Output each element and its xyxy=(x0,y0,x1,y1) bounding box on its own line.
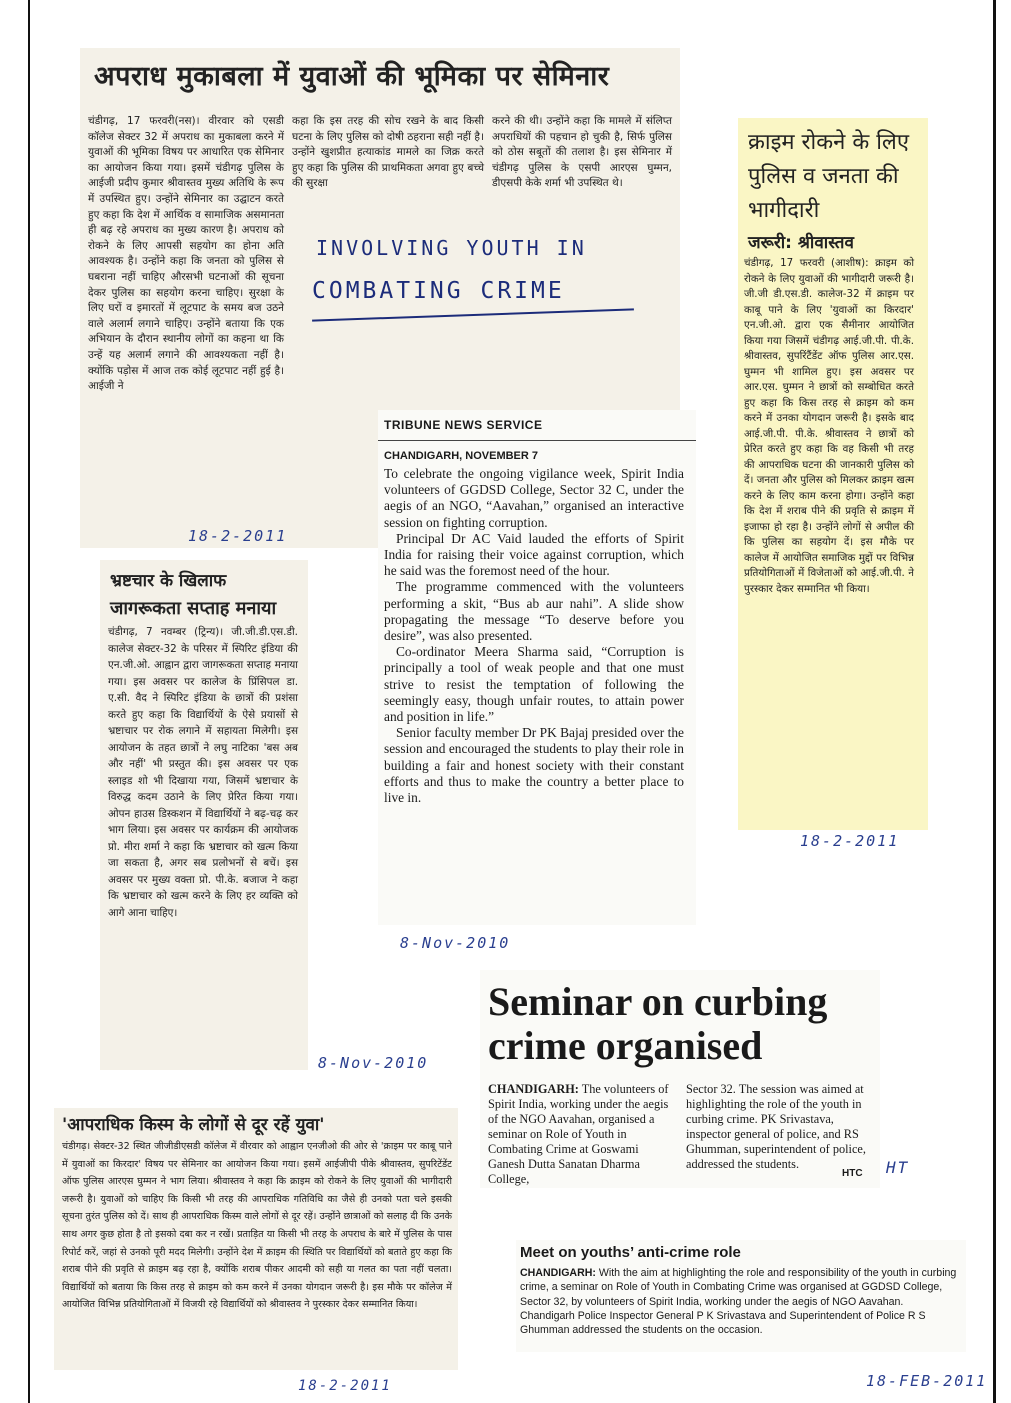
clip-ht-lead: CHANDIGARH: xyxy=(488,1082,579,1096)
clip-ht-credit: HTC xyxy=(842,1168,863,1179)
handwritten-title-line2: COMBATING CRIME xyxy=(312,278,565,304)
clip-apradhik-body: चंडीगढ़। सेक्टर-32 स्थित जीजीडीएसडी कॉलेज में वीरवार को आह्वान एनजीओ की ओर से 'क्राइम पर काबू पाने में युवाओं का किरदार' विषय पर सेमिनार का आयोजन किया गया। इसमें आईजीपी पीके श्रीवास्तव, सुपरिटेंडेंट ऑफ पुलिस आरएस घुम्मन ने भाग लिया। श्रीवास्तव ने कहा कि क्राइम को रोकने के लिए युवाओं की भागीदारी जरूरी है। युवाओं को चाहिए कि किसी भी तरह की आपराधिक गतिविधि का जैसे ही उनको पता चले इसकी सूचना तुरंत पुलिस को दें। साथ ही आपराधिक किस्म वाले लोगों से दूर रहें। उन्होंने छात्राओं को सलाह दी कि उनके साथ अगर कुछ होता है तो इसको दबा कर न रखें। प्रताड़ित या किसी भी तरह के अपराध के बारे में पुलिस के पास रिपोर्ट करें, जहां से उनको पूरी मदद मिलेगी। उन्होंने देश में क्राइम की स्थिति पर विद्यार्थियों को बताते हुए कहा कि शराब पीने की प्रवृति से क्राइम बढ़ रहा है, क्योंकि शराब पीकर आदमी को सही या गलत का पता नहीं चलता। विद्यार्थियों को बताया कि किस तरह से क्राइम को कम करने में उनका योगदान जरूरी है। इस मौके पर कॉलेज में आयोजित विभिन्न प्रतियोगिताओं में विजयी रहे विद्यार्थियों को श्रीवास्तव ने पुरस्कार देकर सम्मानित किया। xyxy=(62,1141,452,1311)
tribune-body xyxy=(384,466,684,806)
clip-ht-col1-text: The volunteers of Spirit India, working under the aegis of the NGO Aavahan, organised a seminar on Role of Youth in Combating Crime at Goswami Ganesh Dutta Sanatan Dharma College, xyxy=(488,1082,669,1186)
tribune-dateline: CHANDIGARH, NOVEMBER 7 xyxy=(384,450,539,462)
right-edge-rule xyxy=(993,0,996,1403)
clip-crime-hindi xyxy=(738,118,928,830)
clip-apradh-col1: चंडीगढ़, 17 फरवरी(नस)। वीरवार को एसडी कॉलेज सेक्टर 32 में अपराध का मुकाबला करने में युवाओं की भूमिका विषय पर आधारित एक सेमिनार का आयोजन किया गया। इसमें चंडीगढ़ पुलिस के आईजी प्रदीप कुमार श्रीवास्तव मुख्य अतिथि के रूप में उपस्थित हुए। उन्होंने सेमिनार का उद्घाटन करते हुए कहा कि देश में आर्थिक व सामाजिक असमानता ही बढ़ रहे अपराध का मुख्य कारण है। अपराध को रोकने के लिए आपसी सहयोग का होना अति आवश्यक है। उन्होंने कहा कि जनता को पुलिस से घबराना नहीं चाहिए औरसभी घटनाओं की सूचना देकर पुलिस का सहयोग करना चाहिए। सुरक्षा के लिए घरों व इमारतों में लूटपाट के समय बज उठने वाले अलार्म लगाने चाहिए। उन्होंने बताया कि एक अभियान के दौरान स्थानीय लोगों का कहना था कि उन्हें यह अलार्म लगाने की आवश्यकता नहीं है। क्योंकि पड़ोस में आज तक कोई लूटपाट नहीं हुई है। आईजी ने xyxy=(88,115,284,393)
clip-meet xyxy=(516,1240,966,1352)
clip-apradh-col3: करने की थी। उन्होंने कहा कि मामले में संलिप्त अपराधियों की पहचान हो चुकी है, सिर्फ पुलिस को ठोस सबूतों की तलाश है। इस सेमिनार में चंडीगढ़ पुलिस के एसपी आरएस घुम्मन, डीएसपी केके शर्मा भी उपस्थित थे। xyxy=(492,115,672,190)
clip-bhrashtachar xyxy=(100,560,308,1070)
date-note-crime-hindi: 18-2-2011 xyxy=(800,832,900,850)
handwritten-title-line1: INVOLVING YOUTH IN xyxy=(316,236,587,260)
clip-meet-lead: CHANDIGARH: xyxy=(520,1267,596,1279)
clip-tribune xyxy=(378,410,696,925)
left-edge-rule xyxy=(28,0,30,1403)
clip-ht xyxy=(480,970,880,1188)
clip-apradhik-headline: 'आपराधिक किस्म के लोगों से दूर रहें युवा' xyxy=(62,1115,325,1135)
clip-apradh-headline: अपराध मुकाबला में युवाओं की भूमिका पर सेमिनार xyxy=(94,61,610,92)
clip-meet-body xyxy=(520,1266,960,1337)
tribune-paragraph: To celebrate the ongoing vigilance week, Spirit India volunteers of GGDSD College, Sector 32 C, under the aegis of an NGO, “Aavahan,” organised an interactive session on fighting corruption. xyxy=(384,466,684,530)
clip-meet-text: With the aim at highlighting the role and responsibility of the youth in curbing crime, a seminar on Role of Youth in Combating Crime was organised at GGDSD College, Sector 32, by volunteers of Spirit India, working under the aegis of NGO Aavahan. Chandigarh Police Inspector General P K Srivastava and Superintendent of Police R S Ghumman addressed the students on the occasion. xyxy=(520,1267,957,1337)
date-note-apradh: 18-2-2011 xyxy=(188,527,288,545)
source-note-ht: HT xyxy=(886,1158,910,1177)
tribune-service-label: TRIBUNE NEWS SERVICE xyxy=(384,418,543,432)
clip-bhrashtachar-body: चंडीगढ़, 7 नवम्बर (ट्रिन्य)। जी.जी.डी.एस.डी. कालेज सेक्टर-32 के परिसर में स्पिरिट इंडिया की एन.जी.ओ. आह्वान द्वारा जागरूकता सप्ताह मनाया गया। इस अवसर पर कालेज के प्रिंसिपल डा. ए.सी. वैद ने स्पिरिट इंडिया के छात्रों की प्रशंसा करते हुए कहा कि विद्यार्थियों के ऐसे प्रयासों से भ्रष्टाचार पर रोक लगाने में सहायता मिलेगी। इस आयोजन के तहत छात्रों ने लघु नाटिका 'बस अब और नहीं' भी प्रस्तुत की। इस अवसर पर एक स्लाइड शो भी दिखाया गया, जिसमें भ्रष्टाचार के विरुद्ध कदम उठाने के लिए प्रेरित किया गया। ओपन हाउस डिस्कशन में विद्यार्थियों ने बढ़-चढ़ कर भाग लिया। इस अवसर पर कार्यक्रम की आयोजक प्रो. मीरा शर्मा ने कहा कि भ्रष्टाचार को खत्म किया जा सकता है, अगर सब प्रलोभनों से बचें। इस अवसर पर मुख्य वक्ता प्रो. पी.के. बजाज ने कहा कि भ्रष्टाचार को खत्म करने के लिए हर व्यक्ति को आगे आना चाहिए। xyxy=(108,626,298,919)
tribune-paragraph: Senior faculty member Dr PK Bajaj presided over the session and encouraged the students to play their role in building a fair and honest society with their constant efforts and thus to make the country a better place to live in. xyxy=(384,725,684,806)
clip-crime-hindi-subhead: जरूरी: श्रीवास्तव xyxy=(748,233,854,253)
tribune-paragraph: The programme commenced with the volunteers performing a skit, “Bus ab aur nahi”. A slide show propagating the message “To deserve before you desire”, was also presented. xyxy=(384,579,684,644)
handwritten-title xyxy=(312,228,642,328)
tribune-paragraph: Principal Dr AC Vaid lauded the efforts of Spirit India for raising their voice against corruption, which he said was the foremost need of the hour. xyxy=(384,530,684,579)
date-note-bhrashtachar: 8-Nov-2010 xyxy=(318,1054,429,1072)
clip-apradhik xyxy=(54,1108,458,1370)
clip-bhrashtachar-title2: जागरूकता सप्ताह मनाया xyxy=(110,598,277,619)
clip-ht-headline: Seminar on curbing crime organised xyxy=(488,979,828,1068)
clip-crime-hindi-body: चंडीगढ़, 17 फरवरी (आशीष): क्राइम को रोकने के लिए युवाओं की भागीदारी जरूरी है। जी.जी डी.एस.डी. कालेज-32 में क्राइम पर काबू पाने के लिए 'युवाओं का किरदार' एन.जी.ओ. द्वारा एक सैमीनार आयोजित किया गया जिसमें चंडीगढ़ आई.जी.पी. पी.के. श्रीवास्तव, सुपरिंटैंडेंट ऑफ पुलिस आर.एस. घुम्मन भी शामिल हुए। इस अवसर पर आर.एस. घुम्मन ने छात्रों को सम्बोधित करते हुए कहा कि किस तरह से क्राइम को कम करने में उनका योगदान जरूरी है। इसके बाद आई.जी.पी. पी.के. श्रीवास्तव ने छात्रों को प्रेरित करते हुए कहा कि वह किसी भी तरह की आपराधिक घटना की जानकारी पुलिस को दें। जनता और पुलिस को मिलकर क्राइम खत्म करने के लिए काम करना होगा। उन्होंने कहा कि देश में शराब पीने की प्रवृति से क्राइम में इजाफा हो रहा है। उन्होंने लोगों से अपील की कि पुलिस का सहयोग दें। इस मौके पर कालेज में आयोजित समाजिक मुद्दों पर विभिन्न प्रतियोगिताओं में विजेताओं को आई.जी.पी. ने पुरस्कार देकर सम्मानित भी किया। xyxy=(744,257,914,595)
clip-meet-headline: Meet on youths’ anti-crime role xyxy=(520,1244,741,1261)
clip-ht-col2: Sector 32. The session was aimed at highlighting the role of the youth in curbing crime. PK Srivastava, inspector general of police, and RS Ghumman, superintendent of police, addressed the students. xyxy=(686,1082,866,1171)
clip-bhrashtachar-title1: भ्रष्टचार के खिलाफ xyxy=(110,571,227,591)
date-note-tribune: 8-Nov-2010 xyxy=(400,934,511,952)
tribune-paragraph: Co-ordinator Meera Sharma said, “Corruption is principally a tool of weak people and that one must strive to resist the temptation of following the seemingly easy, though unfair routes, to attain power and position in life.” xyxy=(384,644,684,725)
clip-crime-hindi-headline: क्राइम रोकने के लिए पुलिस व जनता की भागीदारी xyxy=(748,130,910,223)
tribune-rule xyxy=(378,440,696,441)
clip-apradh-col2: कहा कि इस तरह की सोच रखने के बाद किसी घटना के लिए पुलिस को दोषी ठहराना सही नहीं है। उन्होंने खुशप्रीत हत्याकांड मामले का जिक्र करते हुए कहा कि पुलिस की प्राथमिकता अगवा हुए बच्चे की सुरक्षा xyxy=(292,115,484,190)
date-note-apradhik: 18-2-2011 xyxy=(298,1378,392,1394)
clip-ht-col1 xyxy=(488,1082,678,1187)
date-note-meet: 18-FEB-2011 xyxy=(866,1372,988,1390)
handwritten-underline xyxy=(312,308,634,321)
